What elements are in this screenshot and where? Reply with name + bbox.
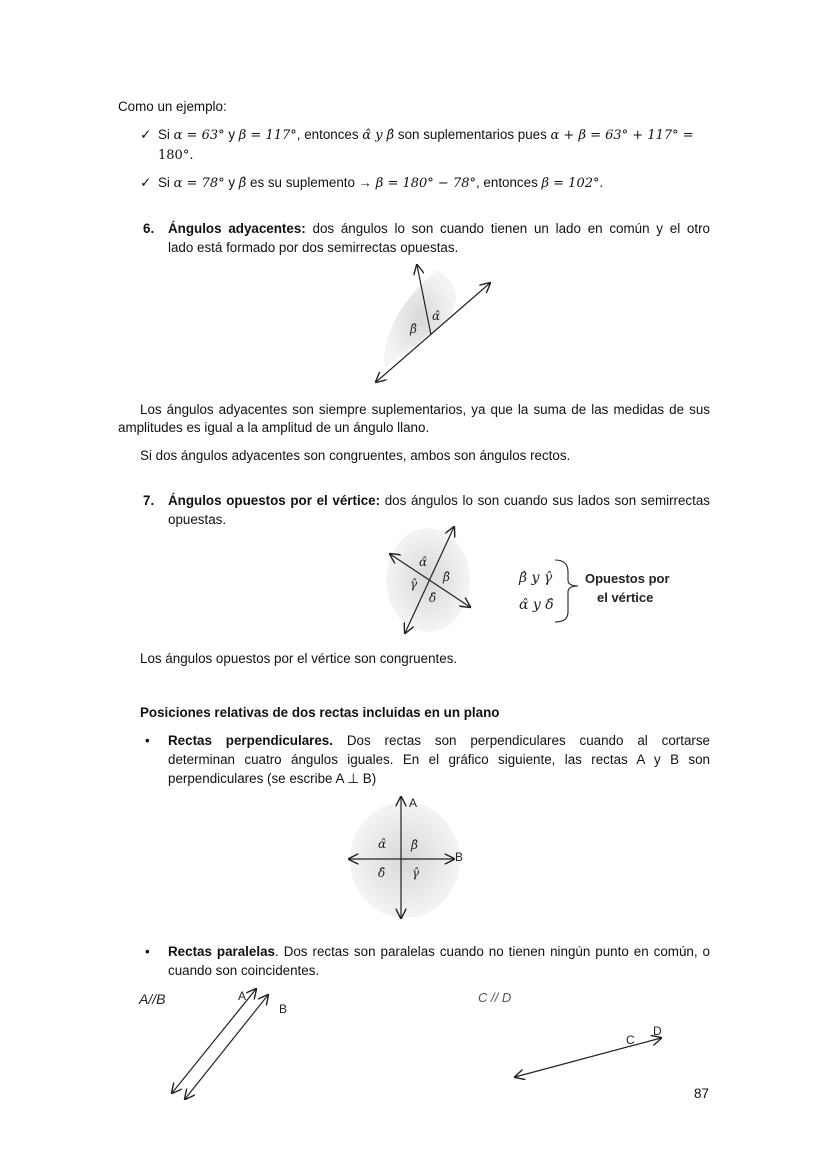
svg-text:B: B: [455, 850, 464, 864]
ab-parallel-label: A//B: [139, 991, 166, 1007]
svg-text:D: D: [653, 1024, 662, 1038]
item-number: 7.: [143, 493, 155, 508]
par-line1: Rectas paralelas. Dos rectas son paralelas cuando no tienen ningún punto en común, o: [168, 944, 710, 959]
svg-text:α̂: α̂: [419, 555, 428, 569]
svg-text:α̂: α̂: [378, 837, 387, 851]
pair-alpha-delta: α̂ y δ̂: [519, 597, 554, 613]
para1-line1: Los ángulos adyacentes son siempre suplementarios, ya que la suma de las medidas de sus: [140, 402, 710, 417]
par-line2: cuando son coincidentes.: [168, 963, 320, 978]
perp-line3: perpendiculares (se escribe A ⊥ B): [168, 771, 377, 786]
svg-text:el vértice: el vértice: [597, 590, 654, 605]
check-icon: ✓: [140, 127, 152, 142]
item7-line1: Ángulos opuestos por el vértice: dos ángulos lo son cuando sus lados son semirrectas: [168, 493, 710, 508]
perp-line2: determinan cuatro ángulos iguales. En el gráfico siguiente, las rectas A y B son: [168, 752, 710, 767]
item-number: 6.: [143, 221, 155, 236]
bullet-icon: •: [145, 733, 150, 748]
svg-text:Opuestos por: Opuestos por: [585, 571, 670, 586]
svg-text:C: C: [626, 1033, 635, 1047]
example-1: Si α = 63° y β = 117°, entonces α̂ y β̂ son suplementarios pues α + β = 63° + 117° =: [158, 127, 694, 143]
svg-text:γ̂: γ̂: [410, 577, 418, 591]
perp-line1: Rectas perpendiculares. Dos rectas son perpendiculares cuando al cortarse: [168, 733, 710, 748]
alpha-label: α̂: [432, 309, 441, 323]
svg-text:δ̂: δ̂: [429, 591, 437, 605]
cd-parallel-label: C // D: [478, 990, 512, 1005]
svg-text:A: A: [238, 989, 247, 1003]
svg-text:β̂: β̂: [411, 838, 418, 852]
para3: Los ángulos opuestos por el vértice son congruentes.: [140, 651, 458, 666]
para1-line2: amplitudes es igual a la amplitud de un ángulo llano.: [118, 420, 430, 435]
example-1-cont: 180°.: [158, 148, 194, 163]
svg-text:γ̂: γ̂: [412, 866, 420, 880]
svg-text:A: A: [409, 796, 418, 810]
intro-text: Como un ejemplo:: [118, 99, 227, 114]
svg-text:β̂: β̂: [443, 570, 450, 584]
item6-line1: Ángulos adyacentes: dos ángulos lo son cuando tienen un lado en común y el otro: [168, 221, 711, 236]
bullet-icon: •: [145, 944, 150, 959]
page-number: 87: [694, 1086, 709, 1101]
para2: Si dos ángulos adyacentes son congruentes, ambos son ángulos rectos.: [140, 448, 571, 463]
item7-line2: opuestas.: [168, 512, 227, 527]
example-2: Si α = 78° y β̂ es su suplemento → β = 180° − 78°, entonces β = 102°.: [158, 175, 604, 191]
item6-line2: lado está formado por dos semirrectas opuestas.: [168, 240, 459, 255]
check-icon: ✓: [140, 175, 152, 190]
svg-text:δ̂: δ̂: [378, 866, 386, 880]
svg-text:B: B: [279, 1002, 288, 1016]
section-title: Posiciones relativas de dos rectas incluidas en un plano: [140, 705, 500, 720]
pair-beta-gamma: β̂ y γ̂: [519, 570, 553, 586]
beta-label: β̂: [410, 322, 417, 336]
